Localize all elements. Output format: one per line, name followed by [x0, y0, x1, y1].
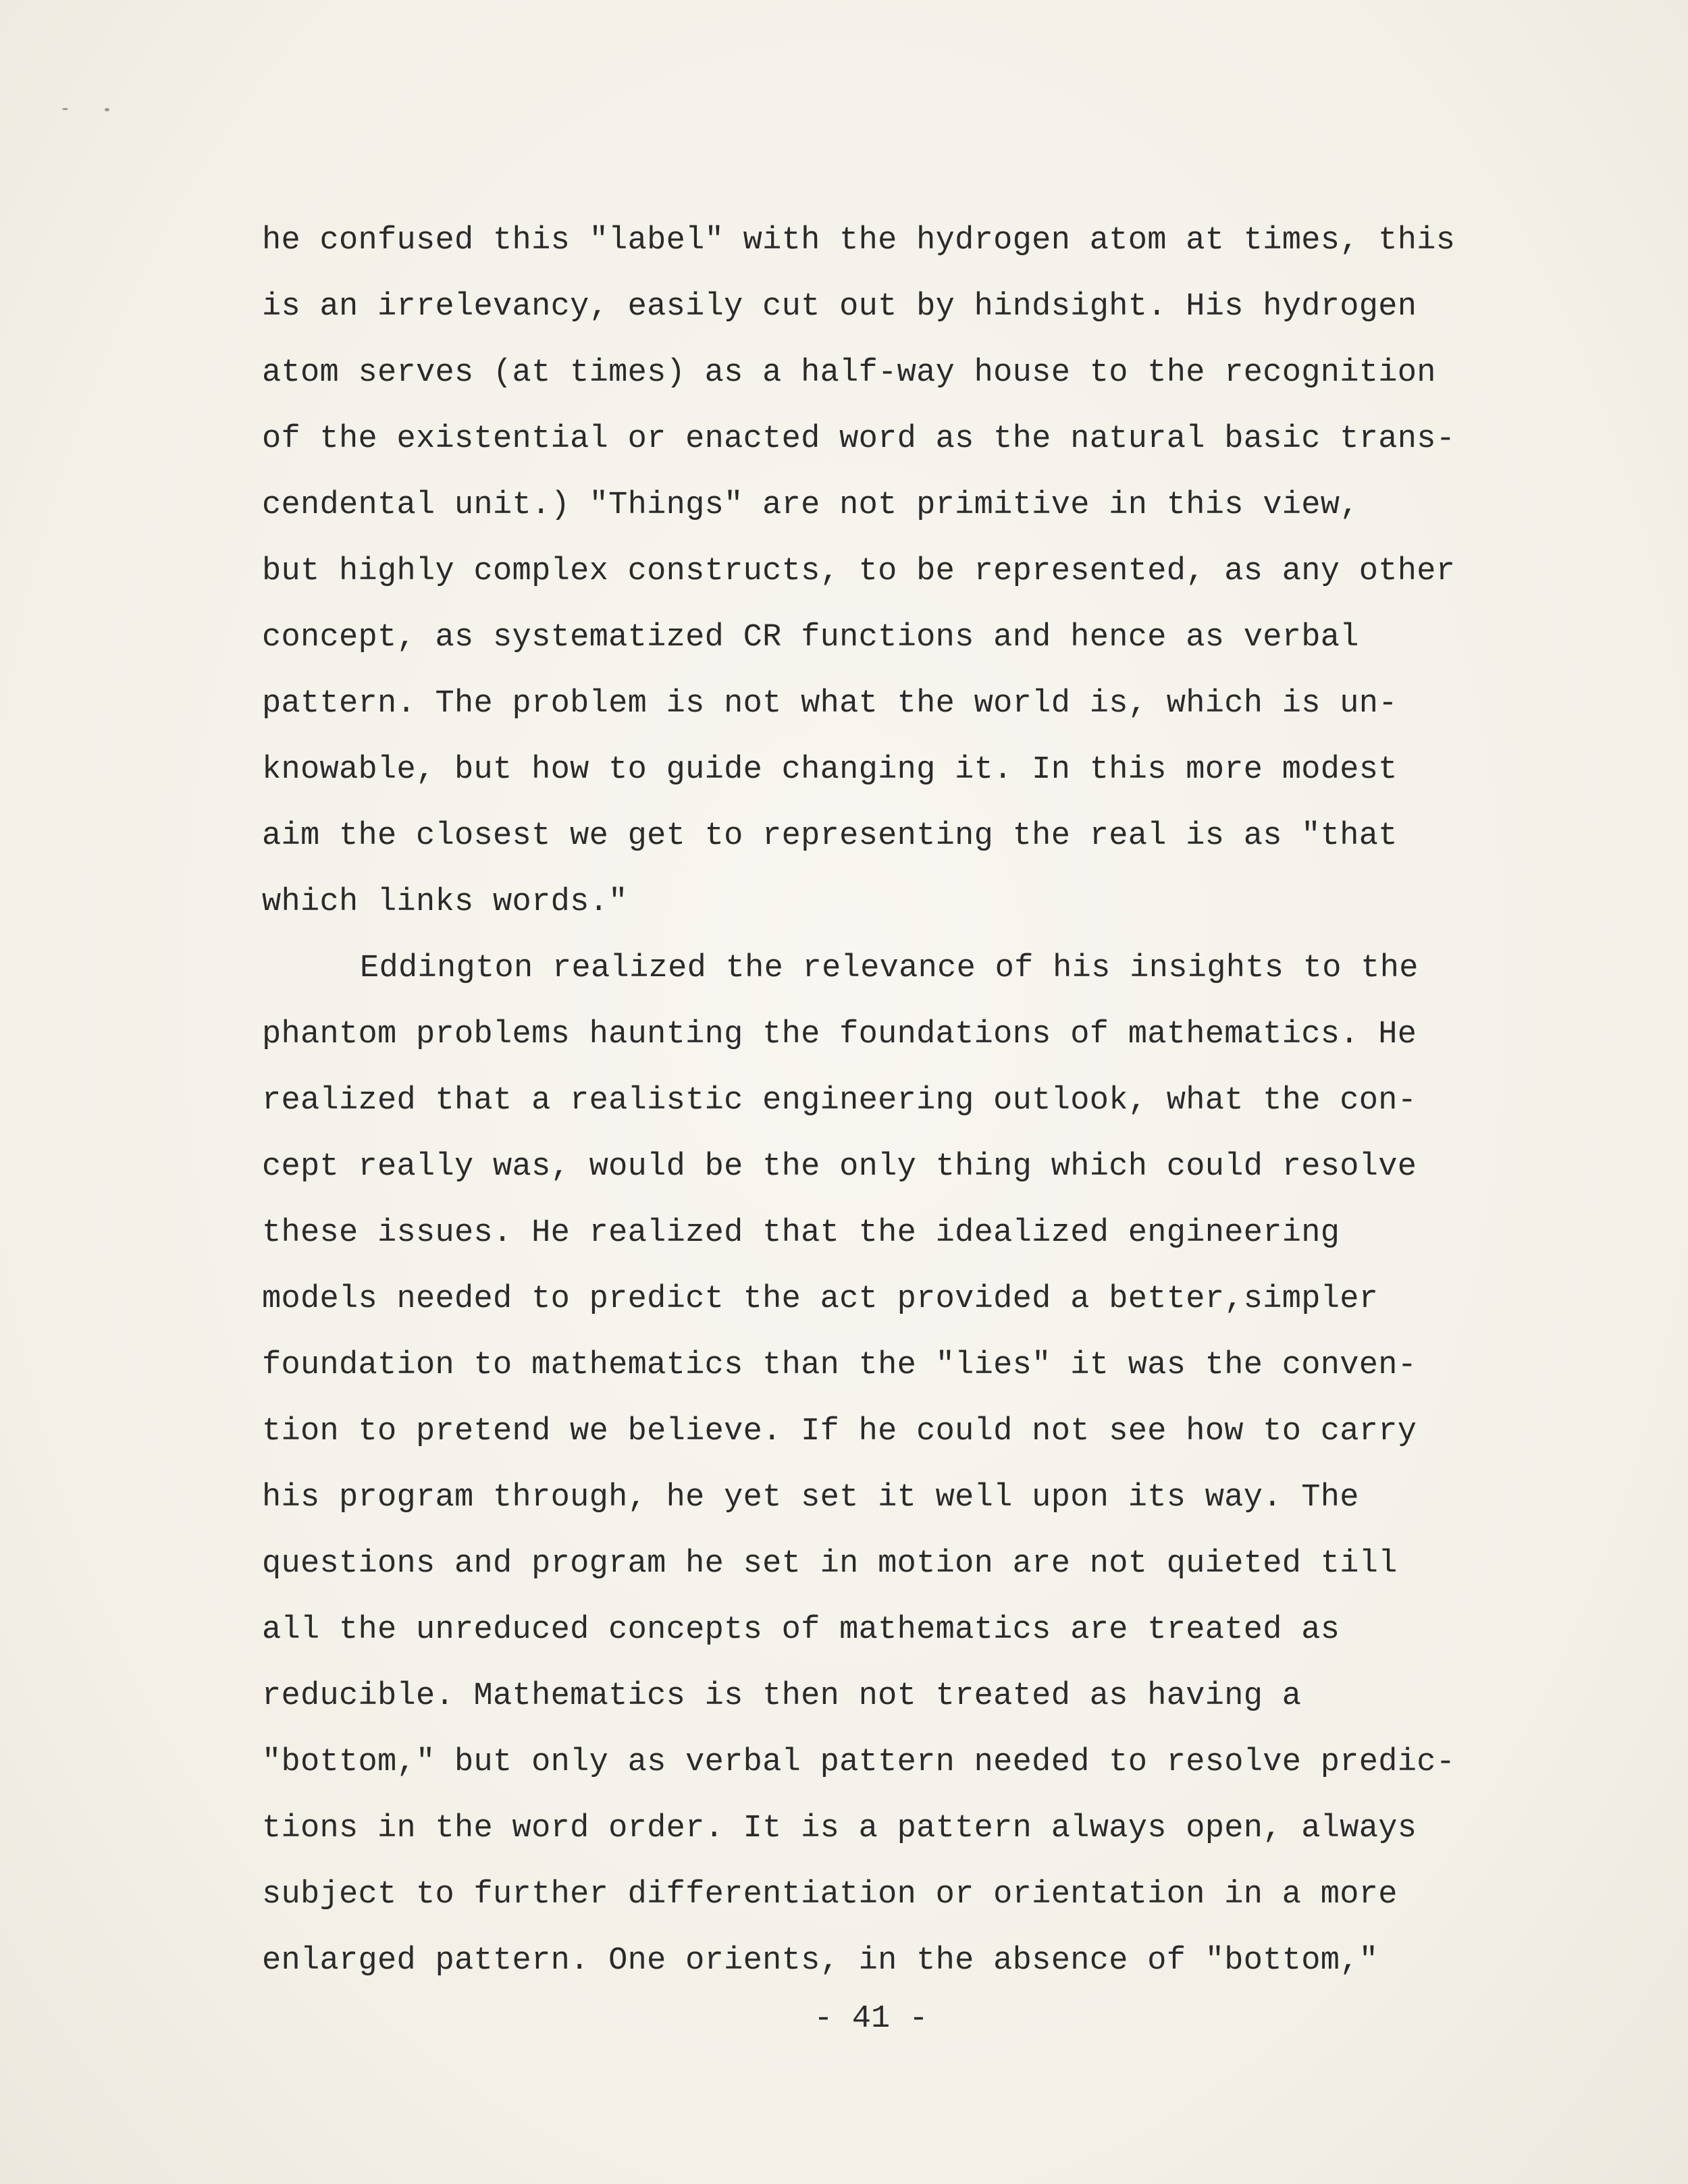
text-line: all the unreduced concepts of mathematics are treated as — [262, 1612, 1340, 1648]
text-line: his program through, he yet set it well upon its way. The — [262, 1480, 1359, 1516]
text-line: pattern. The problem is not what the world is, which is un- — [262, 686, 1398, 722]
text-line: enlarged pattern. One orients, in the absence of "bottom," — [262, 1943, 1379, 1979]
text-line: questions and program he set in motion are not quieted till — [262, 1546, 1398, 1582]
text-line: cendental unit.) "Things" are not primitive in this view, — [262, 487, 1359, 523]
text-line: atom serves (at times) as a half-way house to the recognition — [262, 355, 1436, 391]
text-line: concept, as systematized CR functions and hence as verbal — [262, 620, 1359, 656]
text-line: aim the closest we get to representing the real is as "that — [262, 818, 1398, 854]
text-line: "bottom," but only as verbal pattern needed to resolve predic- — [262, 1744, 1456, 1780]
text-line: subject to further differentiation or orientation in a more — [262, 1877, 1398, 1913]
text-line: which links words." — [262, 884, 628, 920]
paragraph-first-line: Eddington realized the relevance of his insights to the — [360, 951, 1419, 986]
text-line: reducible. Mathematics is then not treated as having a — [262, 1678, 1302, 1714]
paper-speck — [105, 108, 109, 111]
text-line: he confused this "label" with the hydrogen atom at times, this — [262, 223, 1456, 259]
text-line: tions in the word order. It is a pattern always open, always — [262, 1811, 1417, 1846]
text-line: tion to pretend we believe. If he could not see how to carry — [262, 1414, 1417, 1449]
text-line: foundation to mathematics than the "lies" it was the conven- — [262, 1348, 1417, 1383]
text-line: realized that a realistic engineering outlook, what the con- — [262, 1083, 1417, 1119]
text-line: these issues. He realized that the idealized engineering — [262, 1215, 1340, 1251]
text-line: knowable, but how to guide changing it. In this more modest — [262, 752, 1398, 788]
body-text — [262, 208, 1572, 1994]
text-line: is an irrelevancy, easily cut out by hindsight. His hydrogen — [262, 289, 1417, 325]
text-line: but highly complex constructs, to be represented, as any other — [262, 554, 1456, 589]
paper-speck — [62, 108, 68, 110]
text-line: phantom problems haunting the foundations of mathematics. He — [262, 1017, 1417, 1053]
text-line: models needed to predict the act provided a better,simpler — [262, 1281, 1379, 1317]
page-number: - 41 - — [814, 2001, 928, 2037]
text-line: cept really was, would be the only thing which could resolve — [262, 1149, 1417, 1185]
text-line: of the existential or enacted word as the natural basic trans- — [262, 421, 1456, 457]
